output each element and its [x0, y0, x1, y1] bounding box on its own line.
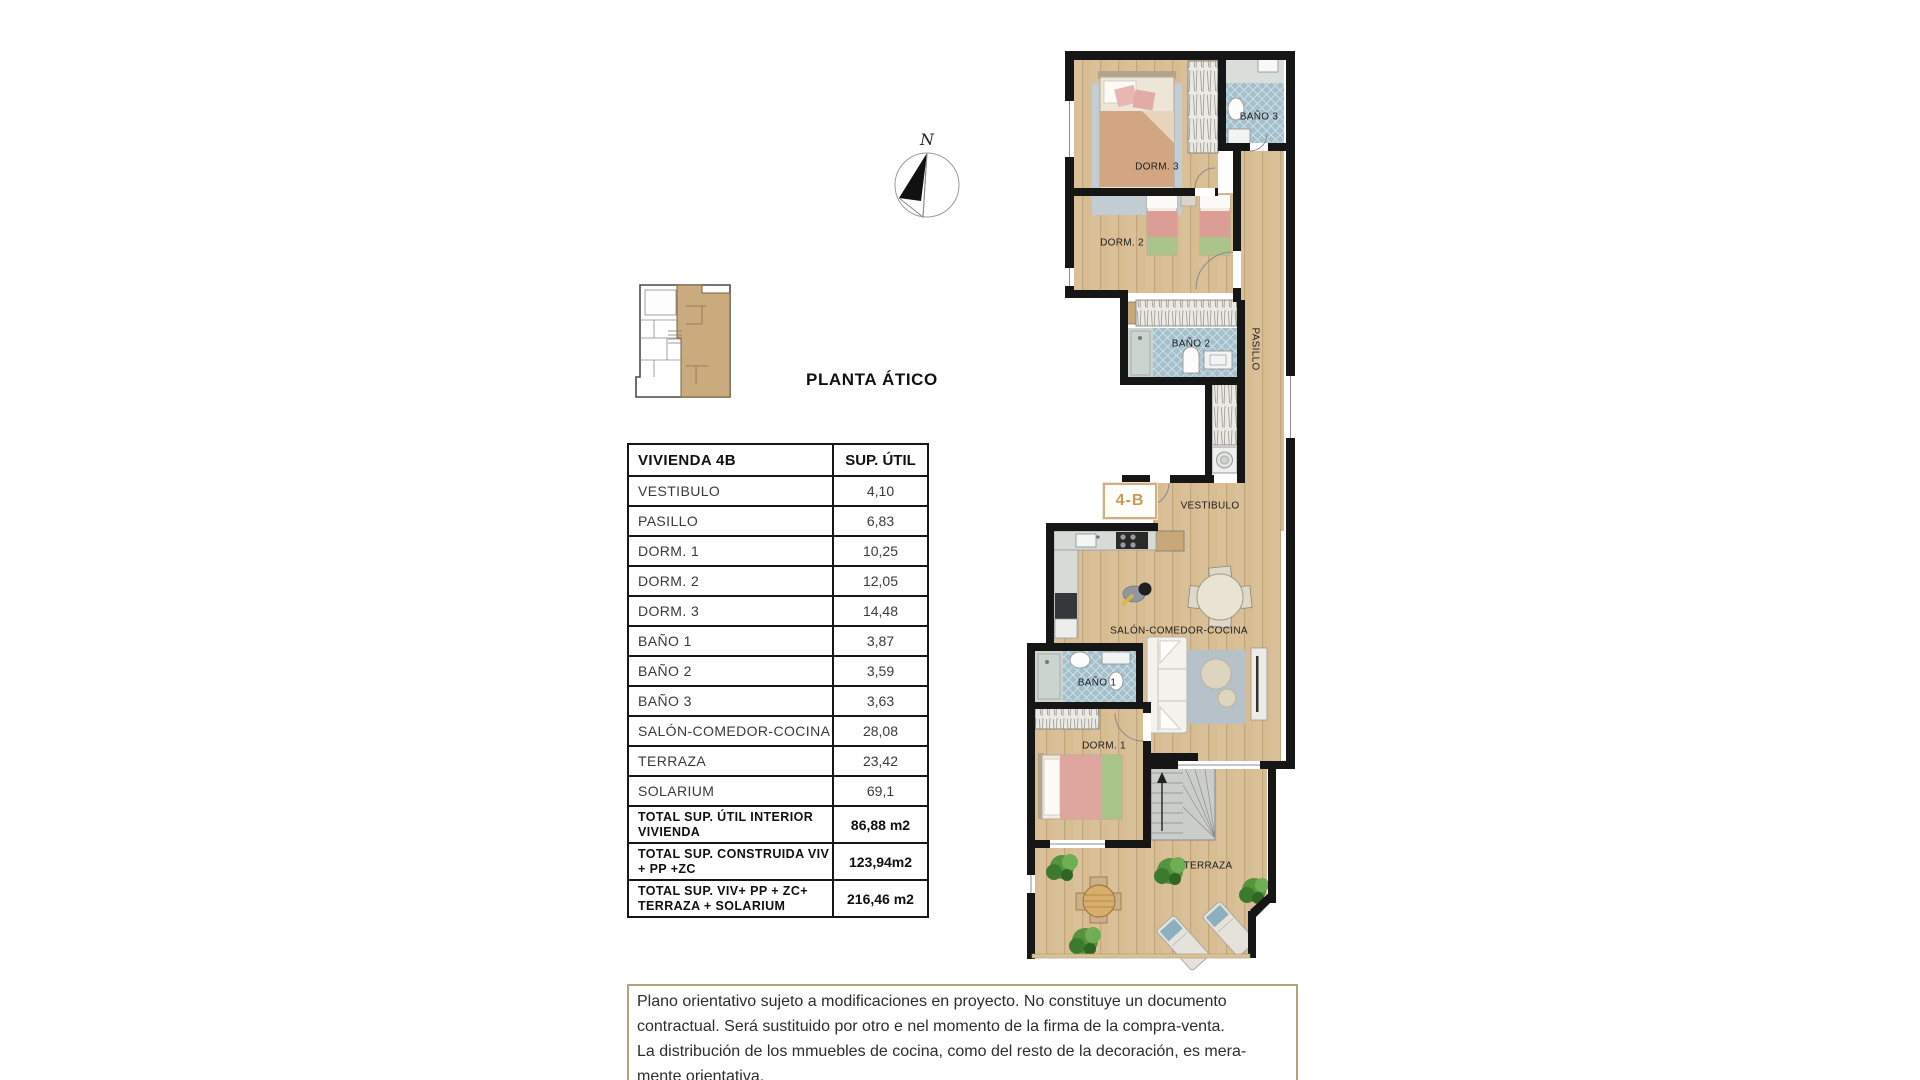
- room-area: 10,25: [832, 537, 927, 565]
- room-label-bano3: BAÑO 3: [1239, 111, 1279, 123]
- table-header-row: [629, 445, 927, 475]
- total-label: TOTAL SUP. VIV+ PP + ZC+ TERRAZA + SOLARIUM: [638, 883, 808, 913]
- room-area: 6,83: [832, 507, 927, 535]
- key-plan-thumbnail: [624, 276, 746, 406]
- disclaimer-line: contractual. Será sustituido por otro e nel momento de la firma de la compra-venta.: [637, 1018, 1225, 1035]
- room-label-salon: SALÓN-COMEDOR-COCINA: [1110, 625, 1248, 637]
- table-row: [629, 505, 927, 535]
- unit-badge: 4-B: [1103, 483, 1157, 519]
- terrace-parapet: [1032, 954, 1250, 958]
- table-row: [629, 475, 927, 505]
- room-label: SOLARIUM: [638, 783, 715, 799]
- table-row: [629, 625, 927, 655]
- bed-dorm1: [1038, 753, 1122, 819]
- sofa: [1147, 637, 1187, 733]
- room-area: 3,59: [832, 657, 927, 685]
- disclaimer-line: La distribución de los mmuebles de cocina, como del resto de la decoración, es mera-: [637, 1043, 1247, 1060]
- total-label: TOTAL SUP. ÚTIL INTERIOR VIVIENDA: [638, 809, 814, 839]
- room-label-dorm1: DORM. 1: [1082, 740, 1126, 752]
- room-label-dorm3: DORM. 3: [1135, 161, 1179, 173]
- room-label-bano2: BAÑO 2: [1171, 338, 1211, 350]
- room-label: VESTIBULO: [638, 483, 721, 499]
- area-table: [627, 443, 929, 918]
- room-label-pasillo: PASILLO: [1249, 327, 1261, 371]
- room-label: BAÑO 3: [638, 693, 692, 709]
- compass-n-label: N: [920, 130, 934, 149]
- room-label: TERRAZA: [638, 753, 707, 769]
- table-row: [629, 565, 927, 595]
- room-label: BAÑO 2: [638, 663, 692, 679]
- room-label: DORM. 1: [638, 543, 700, 559]
- stairs: [1151, 763, 1215, 840]
- room-area: 23,42: [832, 747, 927, 775]
- room-area: 12,05: [832, 567, 927, 595]
- table-row: [629, 595, 927, 625]
- disclaimer-line: mente orientativa.: [637, 1068, 765, 1080]
- room-label-terraza: TERRAZA: [1183, 860, 1233, 872]
- room-area: 14,48: [832, 597, 927, 625]
- table-header-area: SUP. ÚTIL: [832, 445, 927, 475]
- room-label: PASILLO: [638, 513, 699, 529]
- total-value: 86,88 m2: [832, 807, 927, 842]
- room-label: SALÓN-COMEDOR-COCINA: [638, 723, 831, 739]
- compass-north-icon: [880, 122, 980, 227]
- table-header-unit: VIVIENDA 4B: [638, 451, 737, 469]
- room-label: DORM. 3: [638, 603, 700, 619]
- total-label: TOTAL SUP. CONSTRUIDA VIV + PP +ZC: [638, 846, 830, 876]
- room-label-vestibulo: VESTIBULO: [1180, 500, 1240, 512]
- washing-machine: [1212, 447, 1237, 473]
- table-row: [629, 655, 927, 685]
- room-area: 3,63: [832, 687, 927, 715]
- total-value: 216,46 m2: [832, 881, 927, 916]
- living-rug: [1188, 650, 1246, 724]
- floor-plan: [1010, 45, 1310, 975]
- room-label-dorm2: DORM. 2: [1100, 237, 1144, 249]
- room-area: 3,87: [832, 627, 927, 655]
- disclaimer-box: [627, 984, 1298, 1080]
- floor-plan-graphic: [1010, 45, 1310, 975]
- table-row: [629, 535, 927, 565]
- room-area: 28,08: [832, 717, 927, 745]
- table-total-row: [629, 805, 927, 842]
- disclaimer-line: Plano orientativo sujeto a modificaciones en proyecto. No constituye un documento: [637, 993, 1227, 1010]
- page-title: PLANTA ÁTICO: [806, 370, 938, 389]
- room-area: 4,10: [832, 477, 927, 505]
- table-row: [629, 775, 927, 805]
- room-label: DORM. 2: [638, 573, 700, 589]
- tv-unit: [1251, 648, 1267, 720]
- room-area: 69,1: [832, 777, 927, 805]
- table-row: [629, 745, 927, 775]
- table-total-row: [629, 842, 927, 879]
- total-value: 123,94m2: [832, 844, 927, 879]
- table-row: [629, 715, 927, 745]
- table-total-row: [629, 879, 927, 916]
- room-label: BAÑO 1: [638, 633, 692, 649]
- table-row: [629, 685, 927, 715]
- room-label-bano1: BAÑO 1: [1077, 677, 1117, 689]
